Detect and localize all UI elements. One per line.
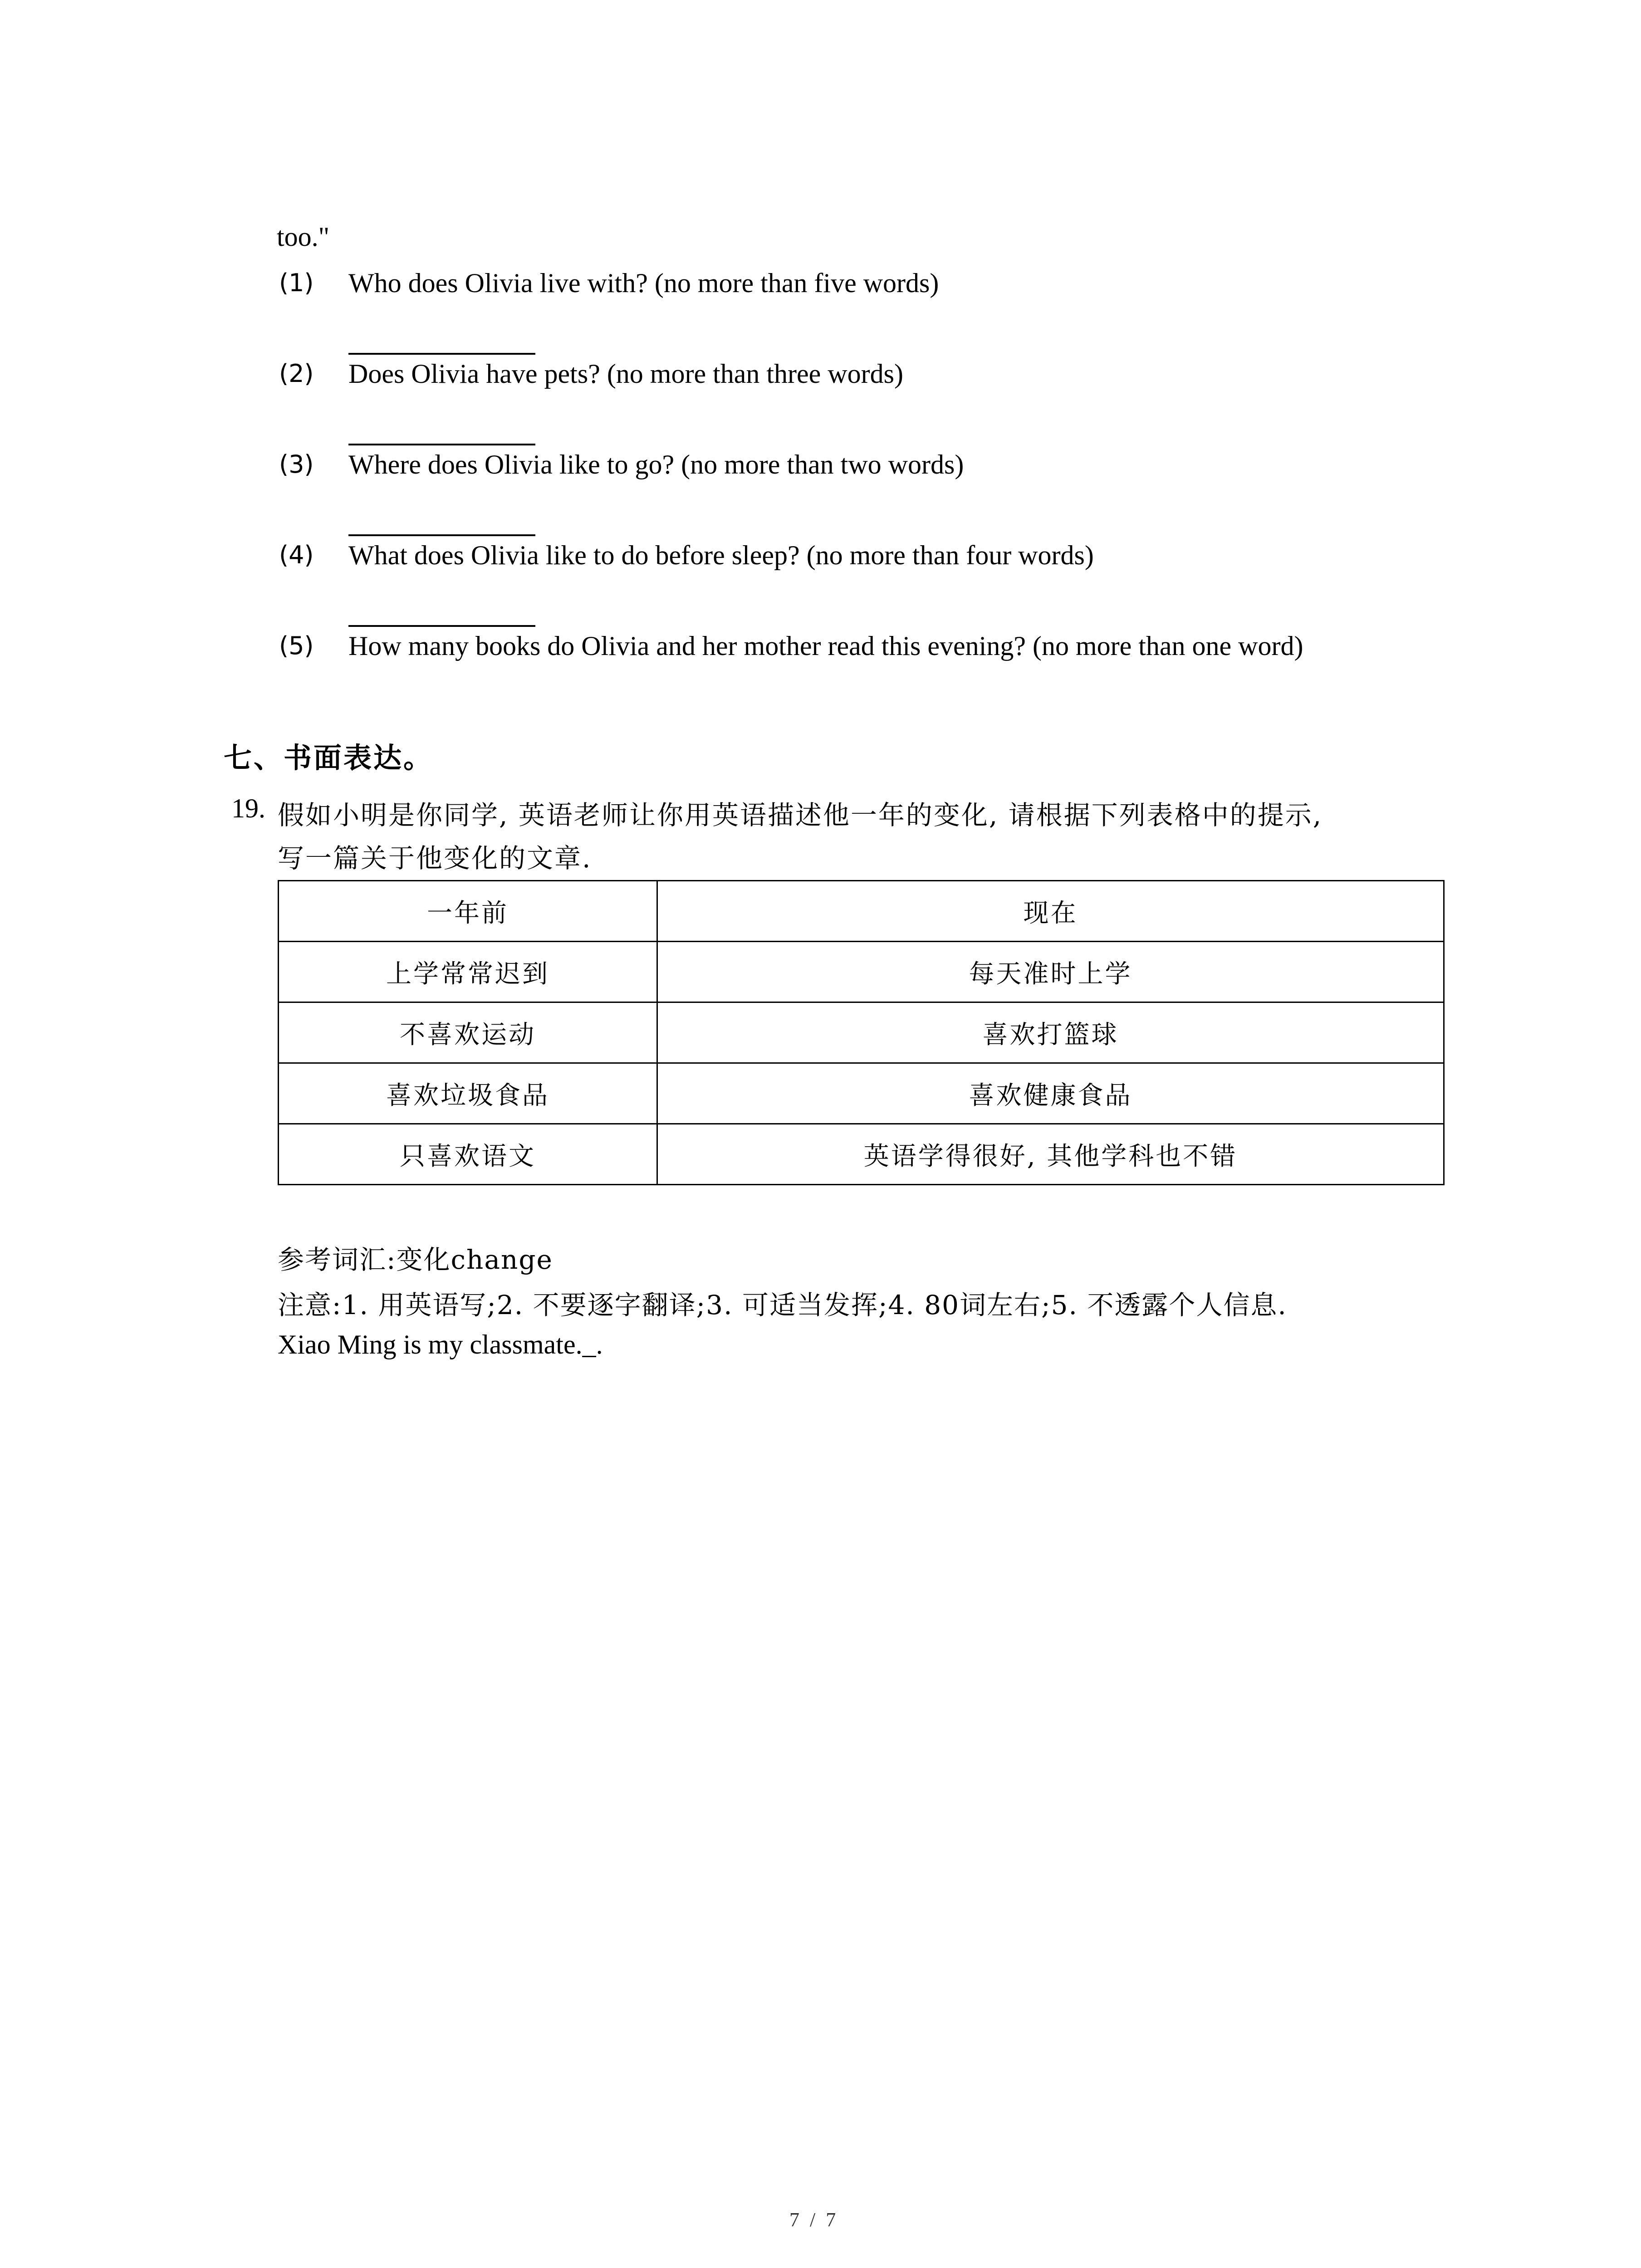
task-instruction-line-1: 假如小明是你同学, 英语老师让你用英语描述他一年的变化, 请根据下列表格中的提示,	[278, 800, 1323, 831]
question-text: Where does Olivia like to go? (no more than two words)	[348, 450, 964, 479]
table-row	[279, 942, 1444, 1002]
cell-now: 喜欢健康食品	[657, 1063, 1444, 1124]
question-number: (1)	[279, 269, 314, 297]
question-number: (4)	[279, 541, 314, 569]
table-header-row	[279, 881, 1444, 942]
cell-now: 每天准时上学	[657, 942, 1444, 1002]
cell-before: 上学常常迟到	[279, 942, 657, 1002]
cell-before: 只喜欢语文	[279, 1124, 657, 1185]
answer-blank[interactable]	[348, 353, 535, 355]
writing-notes: 注意:1. 用英语写;2. 不要逐字翻译;3. 可适当发挥;4. 80词左右;5. 不透露个人信息.	[278, 1290, 1287, 1320]
question-text: How many books do Olivia and her mother read this evening? (no more than one word)	[348, 631, 1303, 661]
question-number: (5)	[279, 631, 314, 660]
table-row	[279, 1124, 1444, 1185]
header-before: 一年前	[279, 881, 657, 942]
question-text: What does Olivia like to do before sleep? (no more than four words)	[348, 540, 1094, 570]
answer-blank[interactable]	[348, 444, 535, 445]
question-number: (2)	[279, 359, 314, 388]
table-row	[279, 1063, 1444, 1124]
section-title: 七、书面表达。	[224, 741, 434, 774]
passage-ending: too."	[277, 222, 330, 252]
cell-before: 不喜欢运动	[279, 1002, 657, 1063]
task-number: 19.	[231, 793, 265, 823]
answer-blank[interactable]	[348, 625, 535, 627]
question-text: Who does Olivia live with? (no more than five words)	[348, 268, 939, 298]
essay-starter: Xiao Ming is my classmate._.	[278, 1330, 603, 1359]
cell-now: 英语学得很好, 其他学科也不错	[657, 1124, 1444, 1185]
question-number: (3)	[279, 450, 314, 479]
cell-before: 喜欢垃圾食品	[279, 1063, 657, 1124]
header-now: 现在	[657, 881, 1444, 942]
hints-table	[278, 880, 1445, 1185]
cell-now: 喜欢打篮球	[657, 1002, 1444, 1063]
reference-words: 参考词汇:变化change	[278, 1244, 553, 1275]
question-text: Does Olivia have pets? (no more than three words)	[348, 359, 903, 389]
task-instruction-line-2: 写一篇关于他变化的文章.	[278, 843, 592, 874]
page-number: 7 / 7	[789, 2209, 839, 2231]
answer-blank[interactable]	[348, 534, 535, 536]
table-row	[279, 1002, 1444, 1063]
